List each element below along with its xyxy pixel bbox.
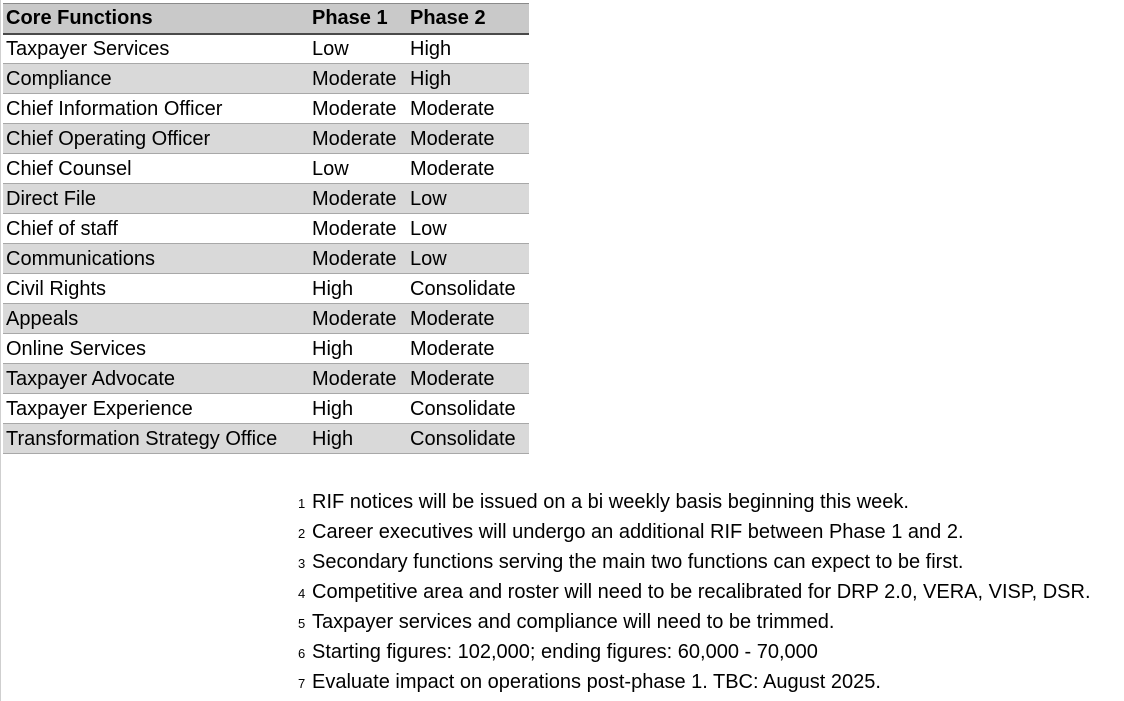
table-row xyxy=(3,154,529,184)
phase-1-cell: Moderate xyxy=(309,94,407,124)
footnote-item xyxy=(298,547,1091,577)
footnote-number: 5 xyxy=(298,616,306,631)
footnote-item xyxy=(298,577,1091,607)
footnote-item xyxy=(298,517,1091,547)
table-row xyxy=(3,124,529,154)
phase-1-cell: High xyxy=(309,394,407,424)
footnote-text: Starting figures: 102,000; ending figures: 60,000 - 70,000 xyxy=(312,641,818,663)
phase-2-cell: High xyxy=(407,64,529,94)
phase-1-cell: Moderate xyxy=(309,364,407,394)
phase-2-cell: Moderate xyxy=(407,364,529,394)
table-row xyxy=(3,334,529,364)
footnote-number: 2 xyxy=(298,526,306,541)
phase-2-cell: Low xyxy=(407,214,529,244)
header-phase-2: Phase 2 xyxy=(407,4,529,34)
header-core-functions: Core Functions xyxy=(3,4,309,34)
function-name-cell: Online Services xyxy=(3,334,309,364)
sheet-left-border xyxy=(0,0,1,701)
phase-1-cell: Low xyxy=(309,34,407,64)
footnote-text: RIF notices will be issued on a bi weekly basis beginning this week. xyxy=(312,491,909,513)
function-name-cell: Taxpayer Advocate xyxy=(3,364,309,394)
function-name-cell: Chief Information Officer xyxy=(3,94,309,124)
footnote-text: Career executives will undergo an additional RIF between Phase 1 and 2. xyxy=(312,521,964,543)
table-row xyxy=(3,304,529,334)
phase-2-cell: High xyxy=(407,34,529,64)
function-name-cell: Transformation Strategy Office xyxy=(3,424,309,454)
table-row xyxy=(3,424,529,454)
phase-1-cell: Moderate xyxy=(309,304,407,334)
function-name-cell: Chief Operating Officer xyxy=(3,124,309,154)
table-row xyxy=(3,364,529,394)
function-name-cell: Taxpayer Experience xyxy=(3,394,309,424)
phase-1-cell: Moderate xyxy=(309,244,407,274)
phase-2-cell: Moderate xyxy=(407,334,529,364)
footnote-item xyxy=(298,637,1091,667)
phase-1-cell: Moderate xyxy=(309,214,407,244)
function-name-cell: Chief of staff xyxy=(3,214,309,244)
phase-1-cell: High xyxy=(309,424,407,454)
footnote-number: 3 xyxy=(298,556,306,571)
function-name-cell: Compliance xyxy=(3,64,309,94)
table-row xyxy=(3,274,529,304)
function-name-cell: Appeals xyxy=(3,304,309,334)
table-body xyxy=(3,34,529,454)
footnote-number: 7 xyxy=(298,676,306,691)
function-name-cell: Communications xyxy=(3,244,309,274)
function-name-cell: Chief Counsel xyxy=(3,154,309,184)
phase-2-cell: Moderate xyxy=(407,154,529,184)
table-row xyxy=(3,94,529,124)
footnote-item xyxy=(298,487,1091,517)
footnote-item xyxy=(298,607,1091,637)
footnote-number: 6 xyxy=(298,646,306,661)
phase-2-cell: Moderate xyxy=(407,304,529,334)
phase-1-cell: Moderate xyxy=(309,124,407,154)
phase-1-cell: Moderate xyxy=(309,64,407,94)
table-row xyxy=(3,394,529,424)
table-row xyxy=(3,64,529,94)
phase-2-cell: Consolidate xyxy=(407,424,529,454)
table-row xyxy=(3,34,529,64)
footnote-text: Competitive area and roster will need to be recalibrated for DRP 2.0, VERA, VISP, DSR. xyxy=(312,581,1091,603)
phase-1-cell: High xyxy=(309,274,407,304)
footnotes-list xyxy=(298,487,1091,697)
phase-2-cell: Moderate xyxy=(407,124,529,154)
footnote-number: 1 xyxy=(298,496,306,511)
footnote-item xyxy=(298,667,1091,697)
phase-2-cell: Consolidate xyxy=(407,274,529,304)
phase-1-cell: Low xyxy=(309,154,407,184)
core-functions-table xyxy=(3,3,529,454)
table-header-row xyxy=(3,4,529,34)
phase-2-cell: Low xyxy=(407,244,529,274)
phase-1-cell: High xyxy=(309,334,407,364)
phase-2-cell: Low xyxy=(407,184,529,214)
phase-2-cell: Moderate xyxy=(407,94,529,124)
footnote-number: 4 xyxy=(298,586,306,601)
table-row xyxy=(3,184,529,214)
phase-1-cell: Moderate xyxy=(309,184,407,214)
phase-2-cell: Consolidate xyxy=(407,394,529,424)
function-name-cell: Direct File xyxy=(3,184,309,214)
footnote-text: Secondary functions serving the main two functions can expect to be first. xyxy=(312,551,964,573)
table-row xyxy=(3,244,529,274)
function-name-cell: Taxpayer Services xyxy=(3,34,309,64)
footnote-text: Taxpayer services and compliance will need to be trimmed. xyxy=(312,611,835,633)
table-row xyxy=(3,214,529,244)
function-name-cell: Civil Rights xyxy=(3,274,309,304)
header-phase-1: Phase 1 xyxy=(309,4,407,34)
footnote-text: Evaluate impact on operations post-phase 1. TBC: August 2025. xyxy=(312,671,881,693)
